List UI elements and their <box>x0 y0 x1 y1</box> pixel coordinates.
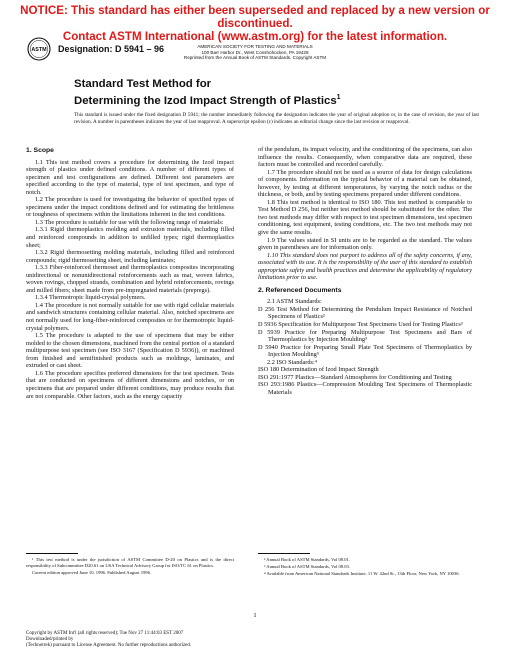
designation-note: This standard is issued under the fixed designation D 5941; the number immediately following the designation indicates the year of original adoption or, in the case of revision, the year of last revision. A number in parentheses indicates the year of last reapproval. A superscript epsilon (ε) indicates an editorial change since the last revision or reapproval. <box>74 112 479 125</box>
paragraph-1-3-1: 1.3.1 Rigid thermoplastics molding and extrusion materials, including filled and reinforced compounds in addition to unfilled types; rigid thermoplastics sheet; <box>26 226 234 249</box>
right-column <box>258 146 472 397</box>
society-block <box>0 44 510 61</box>
license-terms: (Technotrek) pursuant to License Agreement. No further reproductions authorized. <box>26 643 192 648</box>
paragraph-1-8: 1.8 This test method is identical to ISO 180. This test method is comparable to Test Method D 256, but neither test method should be substituted for the other. The two test methods may differ with respect to test specimen dimensions, test specimen conditioning, test equipment, testing conditions, etc. The two test methods may not give the same results. <box>258 198 472 237</box>
page-number: 1 <box>253 612 257 619</box>
section-heading-referenced-documents: 2. Referenced Documents <box>258 286 342 294</box>
reference-d5940: D 5940 Practice for Preparing Small Plate Test Specimens of Thermoplastics by Injection Moulding³ <box>258 343 472 359</box>
paragraph-1-2: 1.2 The procedure is used for investigating the behavior of specified types of specimens under the impact conditions defined and for estimating the brittleness or toughness of specimens within the limitations inherent in the test conditions. <box>26 196 234 219</box>
footnote-4: ⁴ Available from American National Standards Institute, 11 W. 42nd St., 13th Floor, New York, NY 10036. <box>264 570 460 576</box>
paragraph-1-7: 1.7 The procedure should not be used as a source of data for design calculations of components. Information on the typical behavior of a material can be obtained, however, by testing at different temperatures, by varying the notch radius or the thickness, or both, and by testing specimens prepared under different conditions. <box>258 168 472 199</box>
notice-line-2: Contact ASTM International (www.astm.org) for the latest information. <box>62 30 448 43</box>
footnotes-right <box>258 553 472 578</box>
footnote-1: ¹ This test method is under the jurisdiction of ASTM Committee D-20 on Plastics and is the direct responsibility of Subcommittee D20.61 on USA Technical Advisory Group for ISO/TC 61 on Plastics. <box>26 557 234 568</box>
iso-standards-label: 2.2 ISO Standards:⁴ <box>267 358 317 366</box>
paragraph-1-1: 1.1 This test method covers a procedure for determining the Izod impact strength of plastics under defined conditions. A number of different types of specimen and test configurations are defined. Different test parameters are specified according to the type of material, type of test specimen, and type of notch. <box>26 158 234 196</box>
footnote-3: ³ Annual Book of ASTM Standards, Vol 08.03. <box>264 563 350 569</box>
paragraph-1-9: 1.9 The values stated in SI units are to be regarded as the standard. The values given in parentheses are for information only. <box>258 236 472 252</box>
paragraph-1-3-4: 1.3.4 Thermotropic liquid-crystal polymers. <box>35 294 146 302</box>
reference-iso-180: ISO 180 Determination of Izod Impact Strength <box>258 366 379 374</box>
reprint-line: Reprinted from the Annual Book of ASTM Standards. Copyright ASTM <box>183 55 327 61</box>
footnote-2: ² Annual Book of ASTM Standards, Vol 08.01. <box>264 557 350 562</box>
reference-iso-293: ISO 293:1986 Plastics—Compression Moulding Test Specimens of Thermoplastic Materials <box>258 381 472 396</box>
section-heading-scope: 1. Scope <box>26 147 54 154</box>
paragraph-1-3: 1.3 The procedure is suitable for use with the following range of materials: <box>35 218 224 226</box>
paragraph-1-5: 1.5 The procedure is adapted to the use of specimens that may be either molded to the chosen dimensions, machined from the central portion of a standard multipurpose test specimen (see ISO 3167 (Specification D 5936)), or machined from finished and semifinished products such as moldings, laminates, and extruded or cast sheet. <box>26 332 234 370</box>
paragraph-1-3-2: 1.3.2 Rigid thermosetting molding materials, including filled and reinforced compounds; rigid thermosetting sheet, including laminates; <box>26 249 234 264</box>
left-column <box>26 146 234 400</box>
reference-d5936: D 5936 Specification for Multipurpose Test Specimens Used for Testing Plastics³ <box>258 321 463 329</box>
reference-d5939: D 5939 Practice for Preparing Multipurpose Test Specimens and Bars of Thermoplastics by Injection Moulding³ <box>258 328 472 344</box>
title-line-2: Determining the Izod Impact Strength of Plastics$^1$ <box>74 94 341 107</box>
paragraph-1-10-safety: 1.10 This standard does not purport to address all of the safety concerns, if any, associated with its use. It is the responsibility of the user of this standard to establish appropriate safety and health practices and determine the applicability of regulatory limitations prior to use. <box>258 251 472 282</box>
document-title <box>74 78 341 108</box>
society-name: AMERICAN SOCIETY FOR TESTING AND MATERIALS <box>197 44 313 49</box>
footnote-rule <box>26 553 78 554</box>
license-copyright: Copyright by ASTM Int'l (all rights reserved); Tue Nov 27 11:44:03 EST 2007 <box>26 631 184 636</box>
footnote-1-edition: Current edition approved June 10, 1996. Published August 1996. <box>32 569 152 575</box>
footnote-rule <box>258 553 310 554</box>
notice-line-1: NOTICE: This standard has either been superseded and replaced by a new version or discontinued. <box>20 4 490 30</box>
svg-text:ASTM: ASTM <box>31 47 47 53</box>
footnotes-left <box>26 553 234 577</box>
license-stamp <box>26 631 191 649</box>
paragraph-1-6: 1.6 The procedure specifies preferred dimensions for the test specimen. Tests that are conducted on specimens of different dimensions and notches, or on specimens that are prepared under different conditions, may produce results that are not comparable. Other factors, such as the energy capacity <box>26 369 234 400</box>
paragraph-1-6-continued: of the pendulum, its impact velocity, and the conditioning of the specimens, can also influence the results. Consequently, when comparative data are required, these factors must be controlled and recorded carefully. <box>258 146 472 169</box>
paragraph-1-3-3: 1.3.3 Fiber-reinforced thermoset and thermoplastics composites incorporating unidirectional or nonunidirectional reinforcements such as mat, woven fabrics, woven rovings, chopped strands, combination and hybrid reinforcements, rovings and milled fibers; sheet made from pre-impregnated materials (prepregs). <box>26 264 234 294</box>
title-footnote-mark: 1 <box>336 94 341 101</box>
supersede-notice <box>0 4 510 43</box>
astm-standards-label: 2.1 ASTM Standards: <box>267 298 322 306</box>
paragraph-1-4: 1.4 The procedure is not normally suitable for use with rigid cellular materials and sandwich structures containing cellular material. Also, notched specimens are not normally used for long-fiber-reinforced composites or for thermotropic liquid-crystal polymers. <box>26 301 234 332</box>
society-address: 100 Barr Harbor Dr., West Conshohocken, PA 19428 <box>201 49 309 55</box>
title-line-1: Standard Test Method for <box>74 78 212 90</box>
license-downloaded: Downloaded/printed by <box>26 637 74 642</box>
designation: Designation: D 5941 – 96 <box>58 44 165 54</box>
reference-iso-291: ISO 291:1977 Plastics—Standard Atmospheres for Conditioning and Testing <box>258 373 452 381</box>
reference-d256: D 256 Test Method for Determining the Pendulum Impact Resistance of Notched Specimens of Plastics² <box>258 305 472 321</box>
